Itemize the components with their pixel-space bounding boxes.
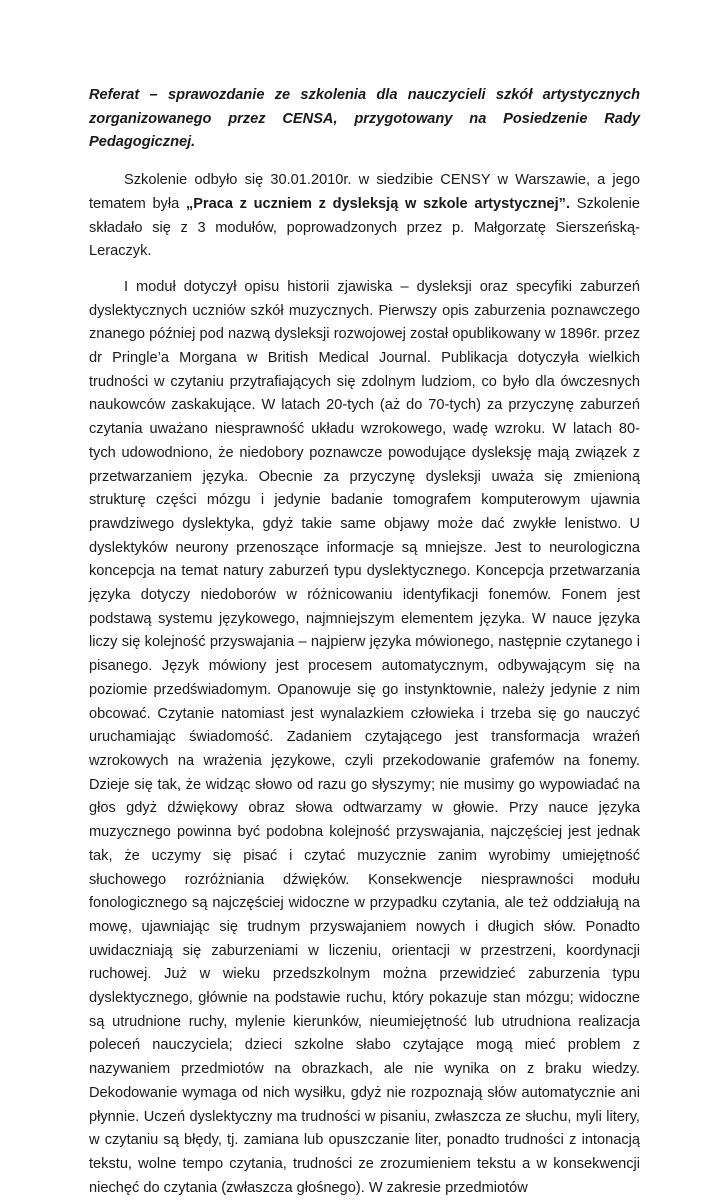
- module-1-paragraph: I moduł dotyczył opisu historii zjawiska – dysleksji oraz specyfiki zaburzeń dyslektycznych uczniów szkół muzycznych. Pierwszy opis zaburzenia poznawczego znanego później pod nazwą dysleksji rozwojowej został opublikowany w 1896r. przez dr Pringle’a Morgana w British Medical Journal. Publikacja dotyczyła wielkich trudności w czytaniu przytrafiających się zdolnym ludziom, co było dla ówczesnych naukowców zaskakujące. W latach 20-tych (aż do 70-tych) za przyczynę zaburzeń czytania uważano niesprawność układu wzrokowego, wadę wzroku. W latach 80-tych udowodniono, że niedobory poznawcze powodujące dysleksję mają związek z przetwarzaniem języka. Obecnie za przyczynę dysleksji uważa się zmienioną strukturę części mózgu i jedynie badanie tomografem komputerowym ujawnia prawdziwego dyslektyka, gdyż takie same objawy może dać zwykłe lenistwo. U dyslektyków neurony przenoszące informacje są mniejsze. Jest to neurologiczna koncepcja na temat natury zaburzeń typu dyslektycznego. Koncepcja przetwarzania języka dotyczy niedoborów w różnicowaniu identyfikacji fonemów. Fonem jest podstawą systemu językowego, najmniejszym elementem języka. W nauce języka liczy się kolejność przyswajania – najpierw języka mówionego, następnie czytanego i pisanego. Język mówiony jest procesem automatycznym, odbywającym się na poziomie przedświadomym. Opanowuje się go instynktownie, należy jedynie z nim obcować. Czytanie natomiast jest wynalazkiem człowieka i trzeba się go nauczyć uruchamiając świadomość. Zadaniem czytającego jest transformacja wrażeń wzrokowych na wrażenia językowe, czyli przekodowanie grafemów na fonemy. Dzieje się tak, że widząc słowo od razu go słyszymy; nie musimy go wypowiadać na głos gdyż dźwiękowy obraz słowa odtwarzamy w głowie. Przy nauce języka muzycznego powinna być podobna kolejność przyswajania, najczęściej jest jednak tak, że uczymy się pisać i czytać muzycznie zanim wyrobimy umiejętność słuchowego rozróżniania dźwięków. Konsekwencje niesprawności modułu fonologicznego są najczęściej widoczne w przypadku czytania, ale też oddziałują na mowę, ujawniając się trudnym przyswajaniem nowych i długich słów. Ponadto uwidaczniają się zaburzeniami w liczeniu, orientacji w przestrzeni, koordynacji ruchowej. Już w wieku przedszkolnym można przewidzieć zaburzenia typu dyslektycznego, głównie na podstawie ruchu, który pokazuje stan mózgu; widoczne są utrudnione ruchy, mylenie kierunków, nieumiejętność lub utrudniona realizacja poleceń nauczyciela; dzieci szkolne słabo czytające mogą mieć problem z nazywaniem przedmiotów na obrazkach, ale nie wynika on z braku wiedzy. Dekodowanie wymaga od nich wysiłku, gdyż nie rozpoznają słów automatycznie ani płynnie. Uczeń dyslektyczny ma trudności w pisaniu, zwłaszcza ze słuchu, myli litery, w czytaniu są błędy, tj. zamiana lub opuszczanie liter, ponadto trudności z intonacją tekstu, wolne tempo czytania, trudności ze zrozumieniem tekstu a w konsekwencji niechęć do czytania (zwłaszcza głośnego). W zakresie przedmiotów: [89, 278, 640, 1196]
- intro-text-end: Szkolenie składało się z 3 modułów, poprowadzonych przez p. Małgorzatę Sierszeńską-Leraczyk.: [89, 195, 640, 260]
- training-topic: „Praca z uczniem z dysleksją w szkole artystycznej”.: [185, 195, 571, 212]
- document-title: Referat – sprawozdanie ze szkolenia dla nauczycieli szkół artystycznych zorganizowanego przez CENSA, przygotowany na Posiedzenie Rady Pedagogicznej.: [89, 87, 640, 151]
- intro-text-start: Szkolenie odbyło się 30.01.2010r. w siedzibie CENSY w Warszawie, a jego tematem była: [89, 172, 640, 212]
- intro-paragraph: [89, 169, 640, 264]
